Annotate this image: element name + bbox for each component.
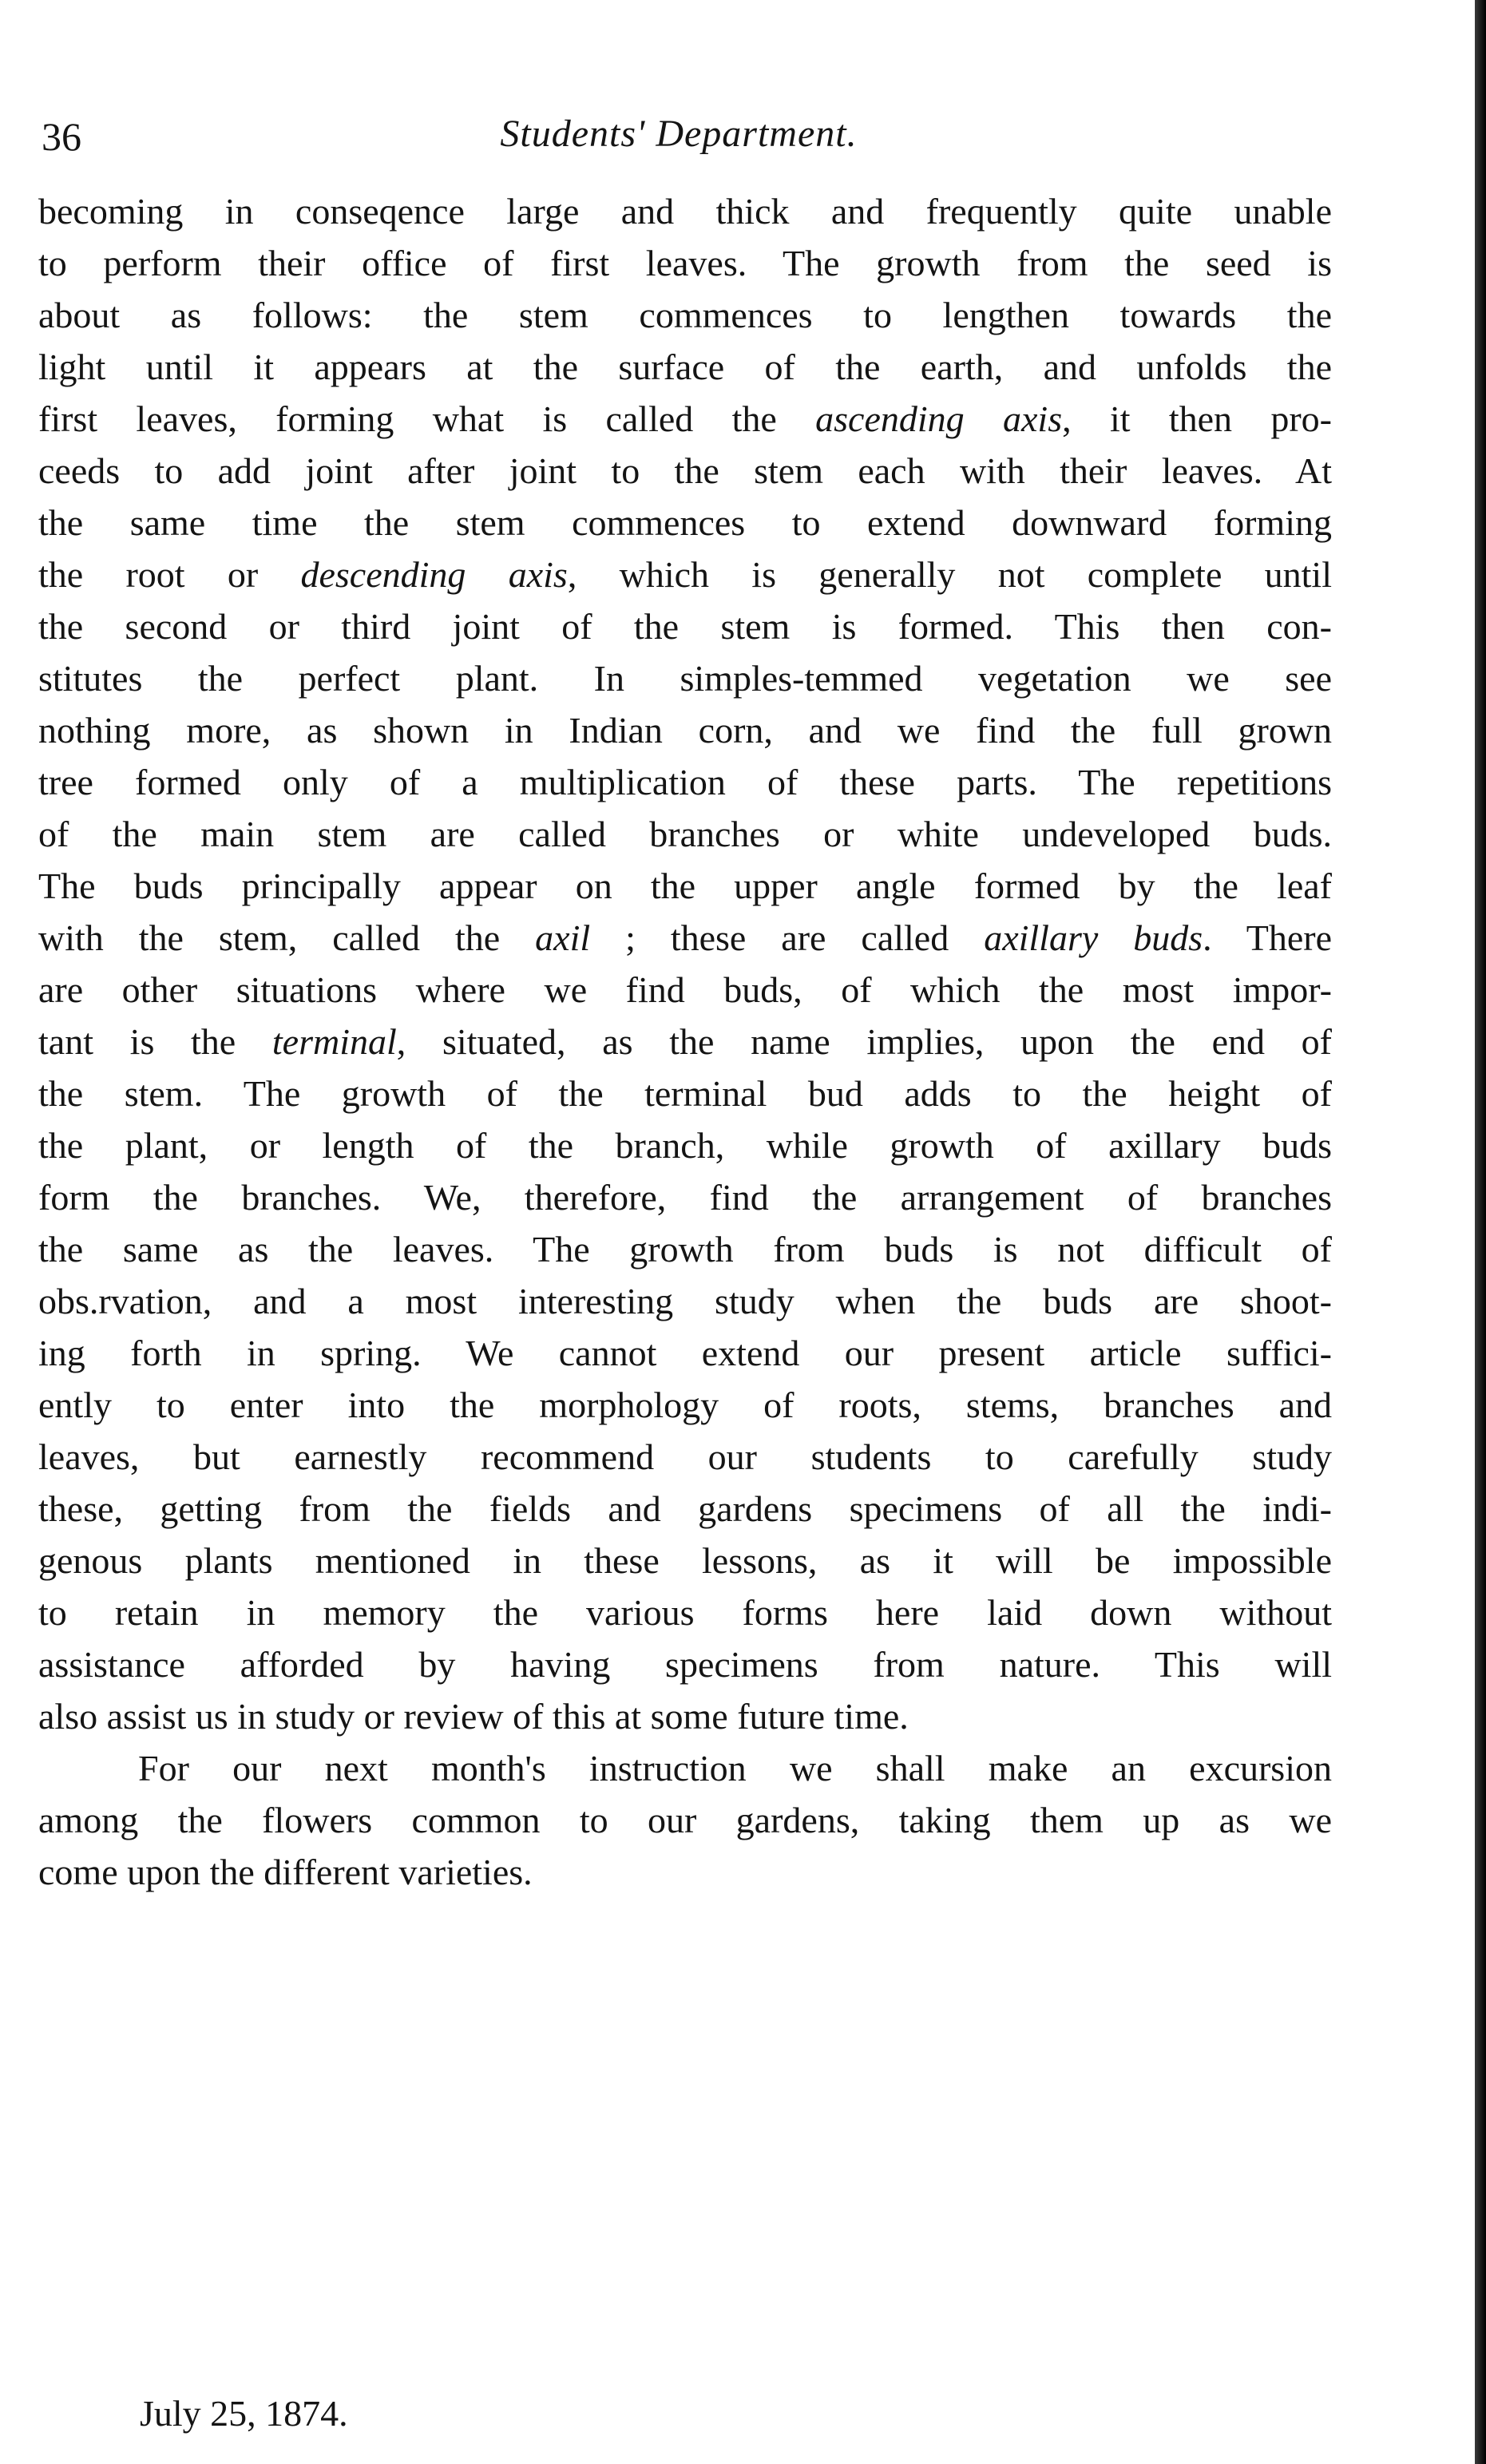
text-line: obs.rvation, and a most interesting study when the buds are shoot- bbox=[38, 1281, 1332, 1321]
text-line: come upon the different varieties. bbox=[38, 1852, 533, 1892]
text-line: tant is the terminal, situated, as the name implies, upon the end of bbox=[38, 1021, 1332, 1062]
text-line: about as follows: the stem commences to lengthen towards the bbox=[38, 295, 1332, 335]
text-line: the plant, or length of the branch, while growth of axillary buds bbox=[38, 1125, 1332, 1166]
text-line: among the flowers common to our gardens, taking them up as we bbox=[38, 1800, 1332, 1840]
text-line: The buds principally appear on the upper angle formed by the leaf bbox=[38, 866, 1332, 906]
text-line: assistance afforded by having specimens from nature. This will bbox=[38, 1644, 1332, 1685]
text-line: becoming in conseqence large and thick and frequently quite unable bbox=[38, 191, 1332, 232]
text-line: the root or descending axis, which is generally not complete until bbox=[38, 554, 1332, 595]
text-line: to perform their office of first leaves. The growth from the seed is bbox=[38, 243, 1332, 283]
text-line: genous plants mentioned in these lessons, as it will be impossible bbox=[38, 1540, 1332, 1581]
text-line: the second or third joint of the stem is formed. This then con- bbox=[38, 606, 1332, 647]
text-line: ing forth in spring. We cannot extend our present article suffici- bbox=[38, 1333, 1332, 1373]
text-line: these, getting from the fields and gardens specimens of all the indi- bbox=[38, 1488, 1332, 1529]
text-line: to retain in memory the various forms here laid down without bbox=[38, 1592, 1332, 1633]
text-line: tree formed only of a multiplication of these parts. The repetitions bbox=[38, 762, 1332, 802]
text-line: of the main stem are called branches or white undeveloped buds. bbox=[38, 814, 1332, 854]
text-line: with the stem, called the axil ; these are called axillary buds. There bbox=[38, 917, 1332, 958]
text-line: are other situations where we find buds, of which the most impor- bbox=[38, 969, 1332, 1010]
text-line: stitutes the perfect plant. In simples-temmed vegetation we see bbox=[38, 658, 1332, 699]
running-head: Students' Department. bbox=[500, 113, 858, 155]
text-line: ceeds to add joint after joint to the stem each with their leaves. At bbox=[38, 450, 1332, 491]
dateline: July 25, 1874. bbox=[140, 2393, 348, 2434]
text-line: form the branches. We, therefore, find the arrangement of branches bbox=[38, 1177, 1332, 1218]
text-line: the same time the stem commences to extend downward forming bbox=[38, 502, 1332, 543]
text-line: leaves, but earnestly recommend our students to carefully study bbox=[38, 1436, 1332, 1477]
text-line: the stem. The growth of the terminal bud adds to the height of bbox=[38, 1073, 1332, 1114]
text-line: nothing more, as shown in Indian corn, and we find the full grown bbox=[38, 710, 1332, 751]
page-number: 36 bbox=[42, 114, 81, 159]
text-line: light until it appears at the surface of the earth, and unfolds the bbox=[38, 347, 1332, 387]
binding-edge bbox=[1475, 0, 1486, 2464]
text-line: ently to enter into the morphology of roots, stems, branches and bbox=[38, 1385, 1332, 1425]
text-line: the same as the leaves. The growth from buds is not difficult of bbox=[38, 1229, 1332, 1270]
text-line: first leaves, forming what is called the ascending axis, it then pro- bbox=[38, 398, 1332, 439]
body-text bbox=[38, 185, 1332, 1898]
text-line: For our next month's instruction we shall make an excursion bbox=[138, 1748, 1332, 1789]
text-line: also assist us in study or review of this at some future time. bbox=[38, 1696, 909, 1737]
